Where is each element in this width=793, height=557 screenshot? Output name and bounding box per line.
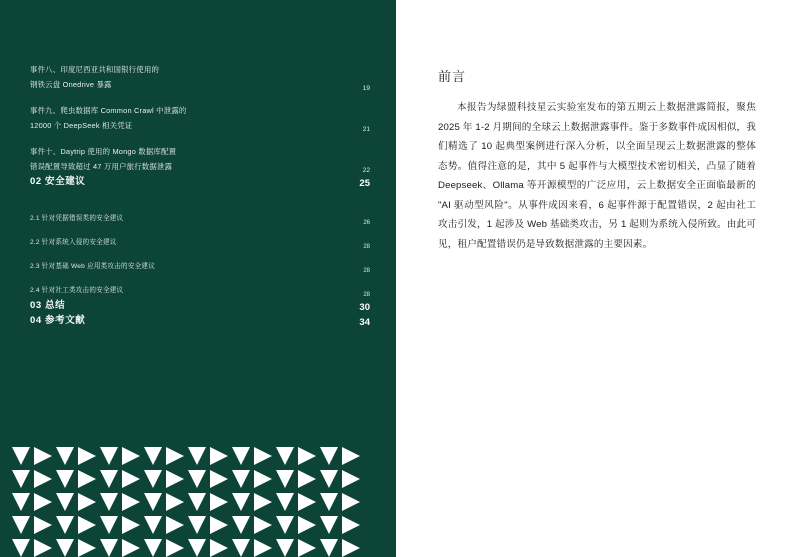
toc-subitem-label: 2.1 针对凭据错误类的安全建议 [30,215,124,222]
toc-item[interactable] [30,144,370,159]
toc-subitem-label: 2.3 针对基础 Web 应用类攻击的安全建议 [30,263,156,270]
toc-item-label: 事件十、Daytrip 使用的 Mongo 数据库配置 [30,147,177,156]
toc-item-label: 钢铁云盘 Onedrive 暴露 [30,80,112,89]
toc-subitem-page: 26 [363,220,370,226]
toc-subitem-page: 28 [363,268,370,274]
toc-item-label: 错误配置导致超过 47 万用户旅行数据泄露 [30,162,173,171]
table-of-contents [30,62,370,328]
toc-chapter-label: 04 参考文献 [30,315,86,326]
toc-subitem[interactable] [30,211,370,226]
toc-chapter-page: 34 [359,317,370,328]
toc-chapter-04[interactable] [30,313,370,328]
toc-page [0,0,396,557]
toc-chapter-03[interactable] [30,298,370,313]
toc-item[interactable] [30,118,370,133]
toc-subitem-label: 2.4 针对社工类攻击的安全建议 [30,287,124,294]
toc-item-page: 22 [362,167,370,174]
triangle-pattern-decoration [12,447,392,557]
toc-chapter-page: 25 [359,178,370,189]
toc-item-label: 事件九、爬虫数据库 Common Crawl 中泄露的 [30,106,187,115]
page-title: 前言 [438,69,467,84]
preface-page [396,0,793,557]
toc-subitem[interactable] [30,259,370,274]
preface-paragraph: 本报告为绿盟科技星云实验室发布的第五期云上数据泄露简报，聚焦 2025 年 1-2 月期间的全球云上数据泄露事件。鉴于多数事件成因相似，我们精选了 10 起典型案例进行深入分析，以全面呈现云上数据泄露的整体态势。值得注意的是，其中 5 起事件与大模型技术密切相关，凸显了随着 Deepseek、Ollama 等开源模型的广泛应用，云上数据安全正面临最新的 "AI 驱动型风险"。从事件成因来看，6 起事件源于配置错误，2 起由社工攻击引发，1 起涉及 Web 基础类攻击，另 1 起则为系统入侵所致。由此可见，租户配置错误仍是导致数据泄露的主要因素。 [438,102,756,250]
toc-chapter-label: 03 总结 [30,300,66,311]
toc-item[interactable] [30,159,370,174]
toc-chapter-label: 02 安全建议 [30,176,86,187]
toc-item-page: 19 [362,85,370,92]
toc-subitem[interactable] [30,235,370,250]
toc-chapter-02[interactable] [30,174,370,189]
toc-item-page: 21 [362,126,370,133]
toc-item[interactable] [30,62,370,77]
toc-subitem-page: 28 [363,244,370,250]
toc-chapter-page: 30 [359,302,370,313]
toc-item[interactable] [30,77,370,92]
toc-item[interactable] [30,103,370,118]
toc-item-label: 事件八、印度尼西亚共和国银行使用的 [30,65,160,74]
toc-subitem-label: 2.2 针对系统入侵的安全建议 [30,239,117,246]
toc-subitem-page: 28 [363,292,370,298]
toc-item-label: 12000 个 DeepSeek 相关凭证 [30,121,133,130]
toc-subitem[interactable] [30,283,370,298]
